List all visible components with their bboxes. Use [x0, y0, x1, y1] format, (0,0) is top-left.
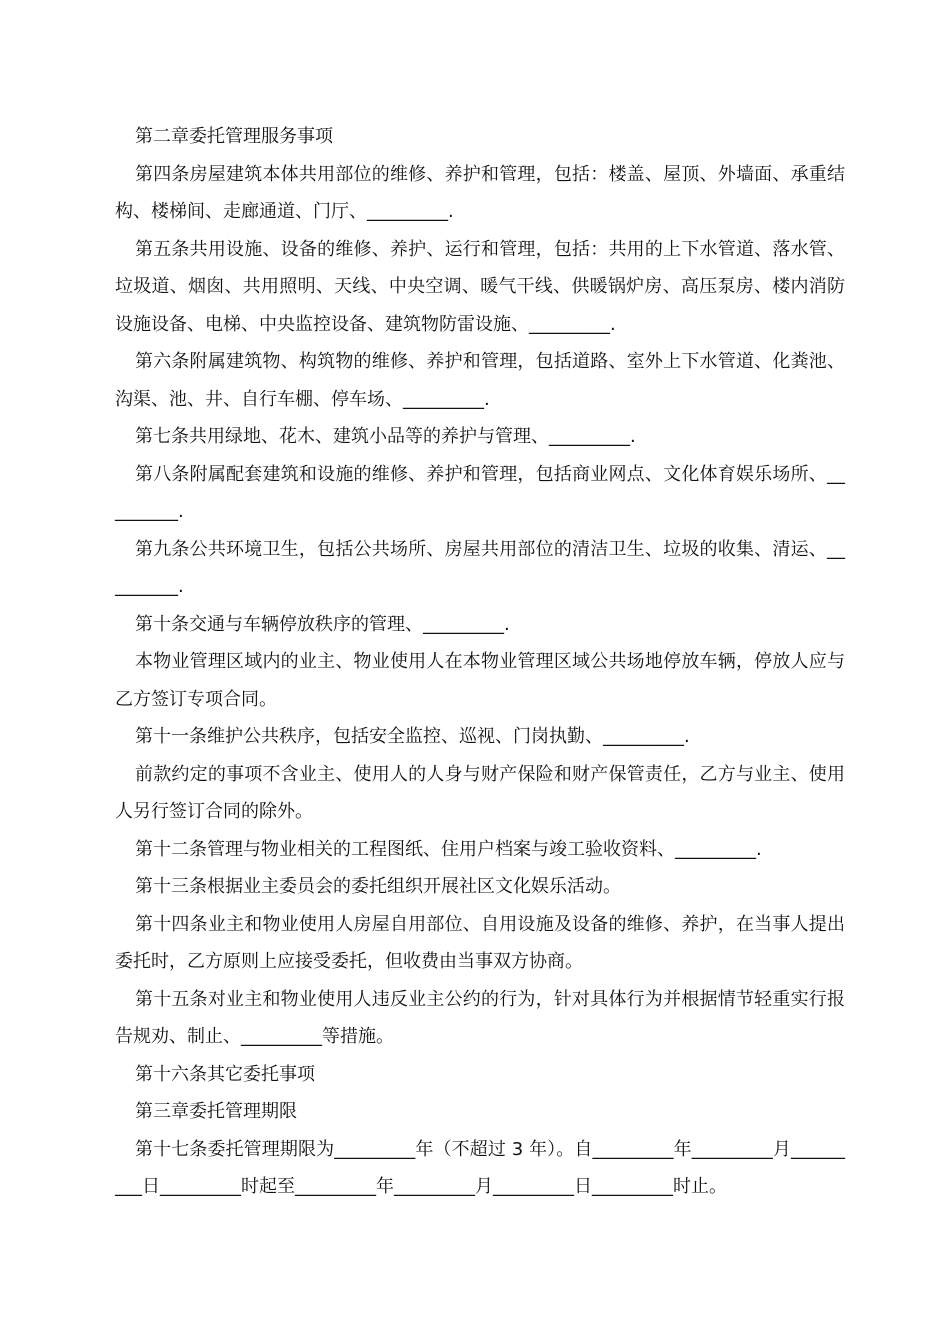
article-13: 第十三条根据业主委员会的委托组织开展社区文化娱乐活动。 — [135, 876, 621, 897]
article-10: 第十条交通与车辆停放秩序的管理、_________. — [135, 613, 510, 635]
article-4: 第四条房屋建筑本体共用部位的维修、养护和管理，包括：楼盖、屋顶、外墙面、承重结构、楼梯间、走廊通道、门厅、_________. — [115, 163, 845, 222]
article-7: 第七条共用绿地、花木、建筑小品等的养护与管理、_________. — [135, 426, 636, 447]
article-16: 第十六条其它委托事项 — [135, 1063, 315, 1085]
article-9: 第九条公共环境卫生，包括公共场所、房屋共用部位的清洁卫生、垃圾的收集、清运、_________. — [115, 538, 845, 597]
article-15: 第十五条对业主和物业使用人违反业主公约的行为，针对具体行为并根据情节轻重实行报告规劝、制止、_________等措施。 — [115, 988, 845, 1047]
article-10-parking-note: 本物业管理区域内的业主、物业使用人在本物业管理区域公共场地停放车辆，停放人应与乙方签订专项合同。 — [115, 651, 845, 710]
article-5: 第五条共用设施、设备的维修、养护、运行和管理，包括：共用的上下水管道、落水管、垃圾道、烟囱、共用照明、天线、中央空调、暖气干线、供暖锅炉房、高压泵房、楼内消防设施设备、电梯、中央监控设备、建筑物防雷设施、_________. — [115, 238, 845, 335]
article-11-exclusion-note: 前款约定的事项不含业主、使用人的人身与财产保险和财产保管责任，乙方与业主、使用人另行签订合同的除外。 — [115, 763, 845, 822]
document-page — [115, 118, 845, 1206]
article-12: 第十二条管理与物业相关的工程图纸、住用户档案与竣工验收资料、_________. — [135, 838, 762, 860]
article-11: 第十一条维护公共秩序，包括安全监控、巡视、门岗执勤、_________. — [135, 726, 690, 747]
article-6: 第六条附属建筑物、构筑物的维修、养护和管理，包括道路、室外上下水管道、化粪池、沟渠、池、井、自行车棚、停车场、_________. — [115, 351, 845, 410]
article-14: 第十四条业主和物业使用人房屋自用部位、自用设施及设备的维修、养护，在当事人提出委托时，乙方原则上应接受委托，但收费由当事双方协商。 — [115, 913, 845, 972]
chapter-3-heading: 第三章委托管理期限 — [135, 1101, 297, 1122]
article-8: 第八条附属配套建筑和设施的维修、养护和管理，包括商业网点、文化体育娱乐场所、_________. — [115, 463, 845, 522]
chapter-2-heading: 第二章委托管理服务事项 — [135, 126, 333, 147]
article-17: 第十七条委托管理期限为_________年（不超过 3 年）。自_________年_________月_________日_________时起至_________年_________月_________日_________时止。 — [115, 1138, 845, 1197]
